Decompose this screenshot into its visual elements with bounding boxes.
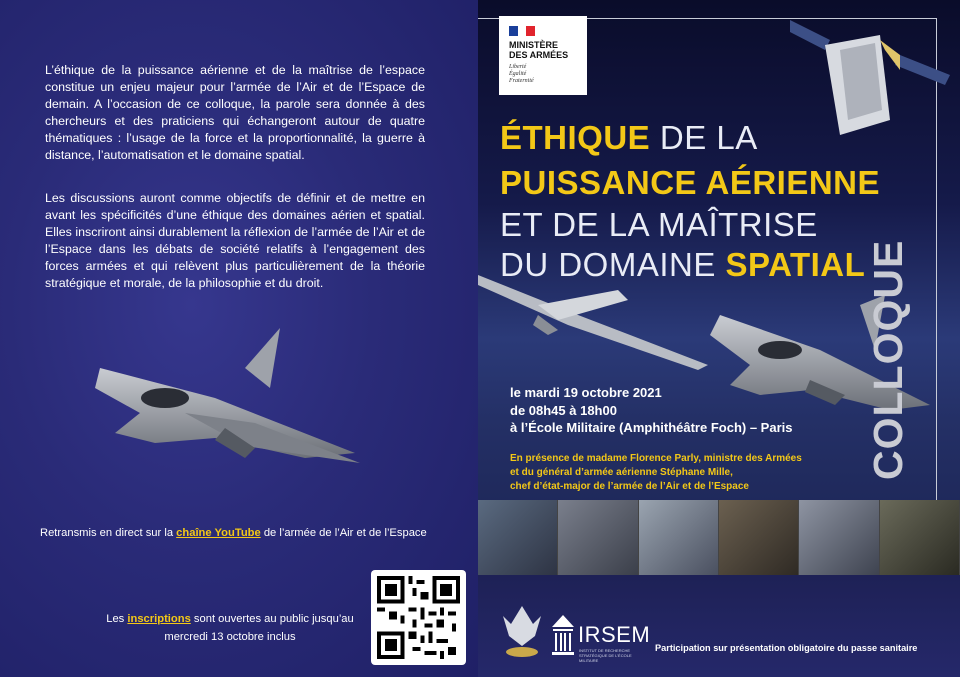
health-pass-note: Participation sur présentation obligatoire du passe sanitaire <box>655 643 918 653</box>
presence-line2: et du général d’armée aérienne Stéphane Mille, <box>510 467 733 478</box>
registration-prefix: Les <box>106 613 128 625</box>
photo-soldier <box>719 500 799 575</box>
drone-image <box>478 270 718 370</box>
event-time: de 08h45 à 18h00 <box>510 402 617 418</box>
registration-suffix: sont ouvertes au public jusqu’au <box>190 613 354 625</box>
livestream-prefix: Retransmis en direct sur la <box>40 527 177 539</box>
photo-operator <box>799 500 879 575</box>
intro-paragraph: L’éthique de la puissance aérienne et de la maîtrise de l’espace constitue un enjeu majeur pour l’armée de l’Air et de l’Espace de demain. A l’occasion de ce colloque, la parole sera donnée à des chercheurs et des praticiens qui échangeront autour de quatre thématiques : l’usage de la force et la proportionnalité, la guerre à distance, l’automatisation et le domaine spatial. <box>45 63 425 162</box>
youtube-channel-link[interactable]: chaîne YouTube <box>176 527 261 539</box>
livestream-note <box>40 527 440 539</box>
photo-strip <box>478 500 960 575</box>
title-spatial: SPATIAL <box>725 246 866 283</box>
photo-control-room <box>478 500 558 575</box>
air-force-emblem-icon <box>503 606 541 658</box>
title-line-3: ET DE LA MAÎTRISE <box>500 206 818 243</box>
devise-fraternite: Fraternité <box>509 78 534 84</box>
colloque-label: COLLOQUE <box>865 239 911 480</box>
satellite-image <box>790 10 950 140</box>
photo-airfield <box>639 500 719 575</box>
title-line-1 <box>500 118 758 158</box>
photo-crew <box>880 500 960 575</box>
irsem-name: IRSEM <box>578 622 651 647</box>
objectives-paragraph: Les discussions auront comme objectifs de définir et de mettre en avant les spécificités d’une éthique des domaines aérien et spatial. Elles inscriront ainsi durablement la réflexion de l’armée de l’Air et de l’Espace dans les débats de société relatifs à l’engagement des forces armées et qui relèvent plus particulièrement de la théorie stratégique et morale, de la philosophie et du droit. <box>45 191 425 290</box>
qr-code[interactable] <box>371 570 466 665</box>
event-details <box>510 384 792 437</box>
qr-code-pattern <box>377 576 460 659</box>
registration-link[interactable]: inscriptions <box>127 613 191 625</box>
irsem-building-icon <box>552 615 574 655</box>
photo-pilots <box>558 500 638 575</box>
ministry-line1: MINISTÈRE <box>509 40 559 50</box>
ministry-devise <box>509 64 534 85</box>
irsem-subtitle: INSTITUT DE RECHERCHE STRATÉGIQUE DE L’ÉCOLE MILITAIRE <box>579 648 632 663</box>
ministry-logo <box>499 16 587 95</box>
devise-liberte: Liberté <box>509 64 527 70</box>
registration-deadline: mercredi 13 octobre inclus <box>164 631 296 643</box>
presence-line1: En présence de madame Florence Parly, ministre des Armées <box>510 453 802 464</box>
ministry-name <box>509 40 568 60</box>
title-de-la: DE LA <box>650 119 758 156</box>
event-place: à l’École Militaire (Amphithéâtre Foch) – Paris <box>510 420 793 435</box>
french-flag-icon <box>509 26 535 36</box>
event-date: le mardi 19 octobre 2021 <box>510 385 662 400</box>
presence-note <box>510 452 802 494</box>
livestream-suffix: de l’armée de l’Air et de l’Espace <box>260 527 427 539</box>
title-ethique: ÉTHIQUE <box>500 119 651 156</box>
footer-band <box>478 575 960 677</box>
presence-line3: chef d’état-major de l’armée de l’Air et de l’Espace <box>510 481 749 492</box>
rafale-jet-image <box>95 328 365 473</box>
title-line-2: PUISSANCE AÉRIENNE <box>500 164 881 201</box>
registration-note <box>100 610 360 646</box>
devise-egalite: Égalité <box>509 71 527 77</box>
ministry-line2: DES ARMÉES <box>509 50 569 60</box>
title-du-domaine: DU DOMAINE <box>500 246 726 283</box>
